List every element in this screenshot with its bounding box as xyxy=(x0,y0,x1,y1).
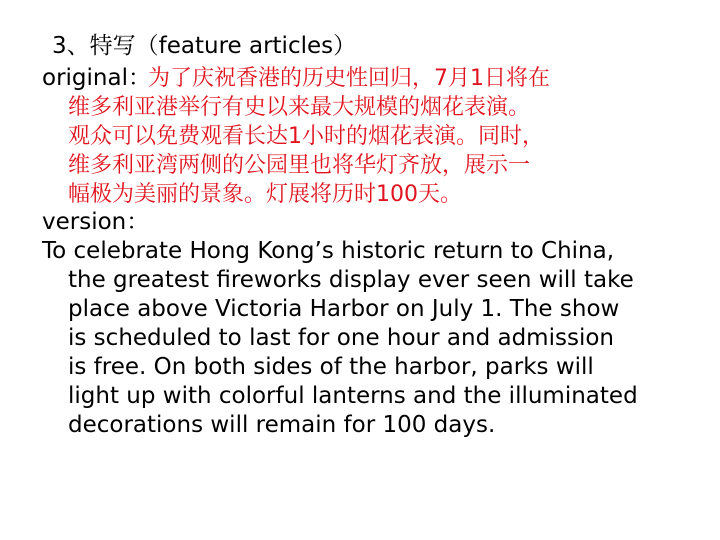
version-line-2: the greatest fireworks display ever seen will take xyxy=(68,267,634,293)
version-line-1: To celebrate Hong Kong’s historic return to China, xyxy=(42,238,615,264)
version-line-7: decorations will remain for 100 days. xyxy=(68,412,496,438)
version-line-5: is free. On both sides of the harbor, parks will xyxy=(68,354,594,380)
section-heading: 3、特写（feature articles） xyxy=(52,33,357,59)
original-line-2: 维多利亚港举行有史以来最大规模的烟花表演。 xyxy=(68,95,531,120)
original-line-1: 为了庆祝香港的历史性回归，7月1日将在 xyxy=(148,66,550,91)
version-line-4: is scheduled to last for one hour and admission xyxy=(68,325,614,351)
original-line-5: 幅极为美丽的景象。灯展将历时100天。 xyxy=(68,182,462,207)
version-line-6: light up with colorful lanterns and the illuminated xyxy=(68,383,638,409)
version-line-3: place above Victoria Harbor on July 1. The show xyxy=(68,296,620,322)
original-line-4: 维多利亚湾两侧的公园里也将华灯齐放，展示一 xyxy=(68,153,531,178)
original-label: original： xyxy=(42,65,151,91)
original-line-3: 观众可以免费观看长达1小时的烟花表演。同时， xyxy=(68,124,544,149)
version-label: version： xyxy=(42,209,150,235)
